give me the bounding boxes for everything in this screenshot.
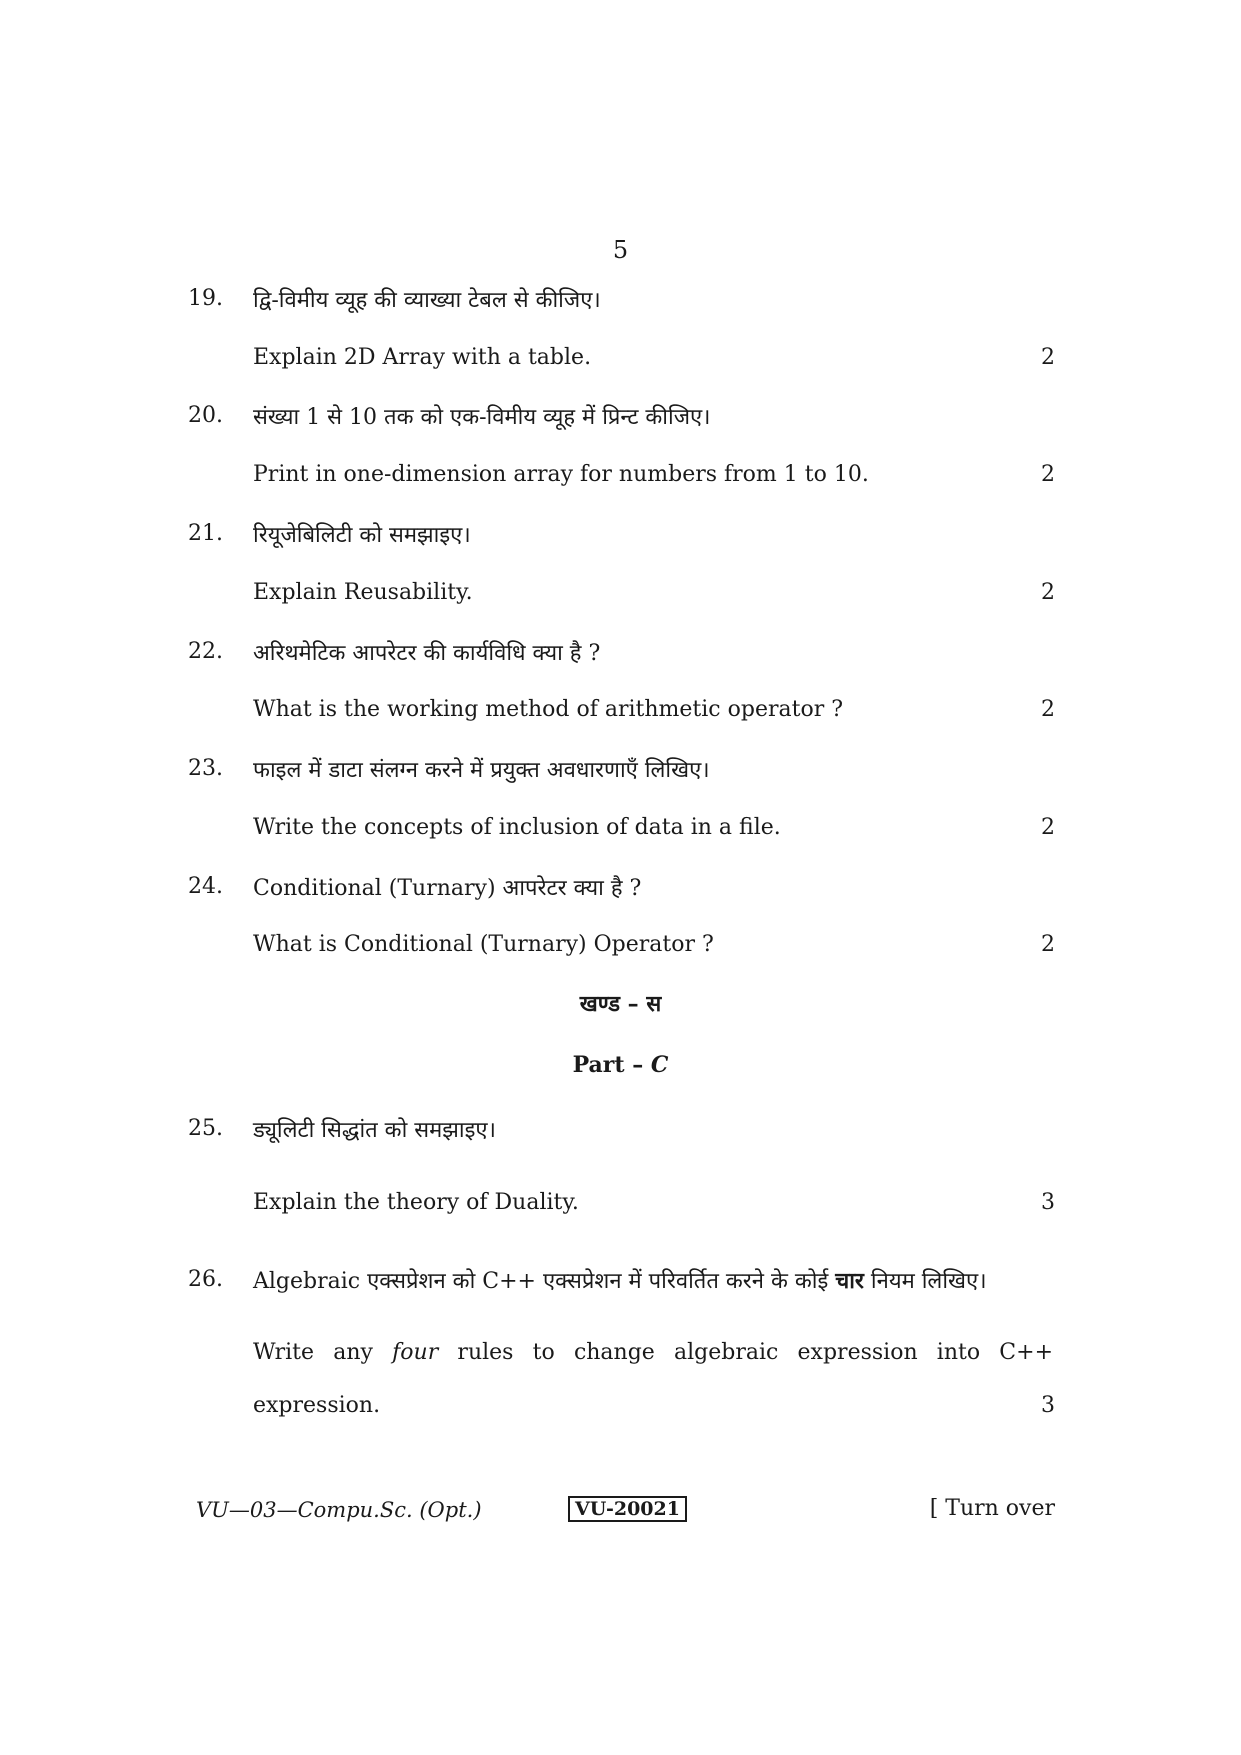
question-marks: 2	[1041, 697, 1055, 722]
question-english-part: Write any	[253, 1340, 393, 1365]
question-number: 25.	[188, 1116, 223, 1141]
question-english: Explain the theory of Duality.	[253, 1190, 579, 1215]
question-marks: 2	[1041, 580, 1055, 605]
question-marks: 3	[1041, 1190, 1055, 1215]
section-heading-hindi: खण्ड – स	[579, 991, 662, 1017]
question-english-line-1	[253, 1340, 1053, 1365]
question-english: Write the concepts of inclusion of data in a file.	[253, 815, 781, 840]
question-number: 26.	[188, 1267, 223, 1292]
question-marks: 2	[1041, 462, 1055, 487]
question-english: Explain Reusability.	[253, 580, 473, 605]
question-marks: 2	[1041, 815, 1055, 840]
question-number: 19.	[188, 286, 223, 311]
question-number: 21.	[188, 521, 223, 546]
question-hindi: संख्या 1 से 10 तक को एक-विमीय व्यूह में प्रिन्ट कीजिए।	[253, 405, 711, 430]
question-english: What is Conditional (Turnary) Operator ?	[253, 932, 714, 957]
question-hindi: अरिथमेटिक आपरेटर की कार्यविधि क्या है ?	[253, 641, 601, 666]
question-number: 20.	[188, 403, 223, 428]
question-marks: 3	[1041, 1393, 1055, 1418]
question-hindi: ड्यूलिटी सिद्धांत को समझाइए।	[253, 1118, 496, 1143]
question-marks: 2	[1041, 932, 1055, 957]
question-number: 22.	[188, 639, 223, 664]
question-hindi: Conditional (Turnary) आपरेटर क्या है ?	[253, 876, 642, 901]
question-number: 24.	[188, 874, 223, 899]
question-english: What is the working method of arithmetic operator ?	[253, 697, 843, 722]
question-english-line-2: expression.	[253, 1393, 381, 1418]
question-hindi: द्वि-विमीय व्यूह की व्याख्या टेबल से कीजिए।	[253, 288, 601, 313]
question-hindi-part: Algebraic एक्सप्रेशन को C++ एक्सप्रेशन में परिवर्तित करने के कोई	[253, 1269, 836, 1294]
question-hindi: रियूजेबिलिटी को समझाइए।	[253, 523, 471, 548]
question-english: Print in one-dimension array for numbers from 1 to 10.	[253, 462, 869, 487]
question-english: Explain 2D Array with a table.	[253, 345, 592, 370]
question-hindi: फाइल में डाटा संलग्न करने में प्रयुक्त अवधारणाएँ लिखिए।	[253, 758, 710, 783]
section-heading-prefix: Part –	[572, 1052, 651, 1078]
question-english-emphasis: four	[392, 1340, 439, 1365]
section-heading-english	[0, 1052, 1241, 1078]
booklet-code: VU-20021	[568, 1496, 687, 1522]
question-english-part: rules to change algebraic expression into C++	[438, 1340, 1053, 1365]
question-number: 23.	[188, 756, 223, 781]
question-marks: 2	[1041, 345, 1055, 370]
question-hindi-part: नियम लिखिए।	[863, 1269, 987, 1294]
paper-code: VU—03—Compu.Sc. (Opt.)	[196, 1498, 482, 1522]
section-heading-letter: C	[650, 1052, 669, 1078]
page-number: 5	[612, 236, 629, 264]
question-hindi	[253, 1265, 987, 1295]
question-hindi-emphasis: चार	[835, 1268, 864, 1294]
turn-over-label: [ Turn over	[929, 1496, 1055, 1521]
